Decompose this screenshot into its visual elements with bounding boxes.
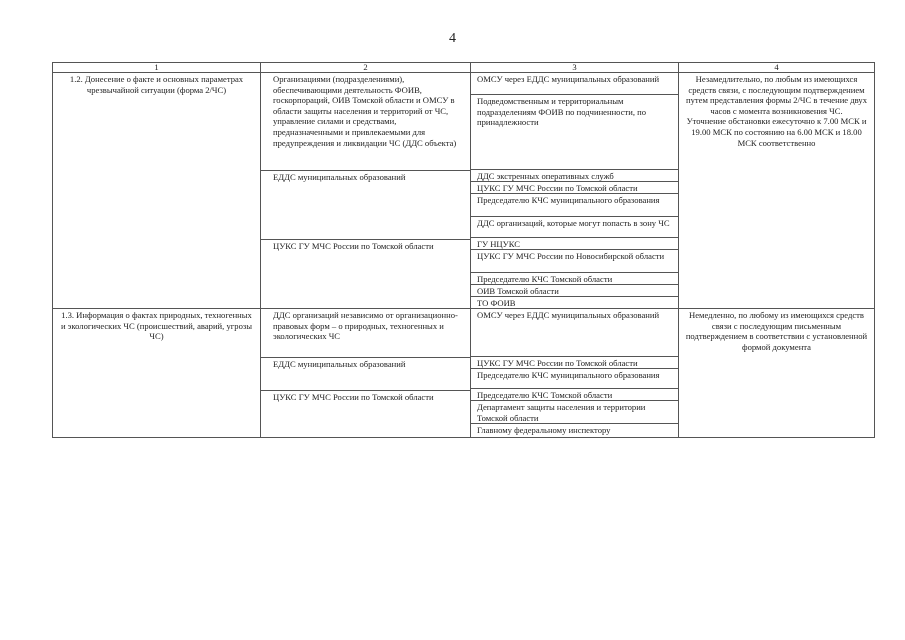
target-group <box>471 309 678 356</box>
target-group <box>471 169 678 237</box>
sources-cell <box>261 309 471 438</box>
target-text: Главному федеральному инспектору <box>471 423 678 436</box>
target-text: ЦУКС ГУ МЧС России по Томской области <box>471 181 678 193</box>
targets-cell <box>471 73 679 309</box>
timing-text: Немедленно, по любому из имеющихся средств связи с последующим письменным подтверждением в соответствии с установленной формой документа <box>685 310 868 352</box>
source-text: ДДС организаций независимо от организационно-правовых форм – о природных, техногенных и экологических ЧС <box>273 310 458 342</box>
timing-cell <box>679 73 875 309</box>
target-text: ЦУКС ГУ МЧС России по Новосибирской области <box>471 249 678 272</box>
table-row <box>53 73 875 309</box>
target-group <box>471 388 678 434</box>
target-text: Подведомственным и территориальным подразделениям ФОИВ по подчиненности, по принадлежности <box>471 94 678 128</box>
table-header-row <box>53 63 875 73</box>
header-col-1: 1 <box>53 63 261 73</box>
target-text: ОМСУ через ЕДДС муниципальных образований <box>477 74 660 84</box>
target-text: Председателю КЧС муниципального образования <box>471 193 678 216</box>
target-text: ОИВ Томской области <box>471 284 678 296</box>
source-text: Организациями (подразделениями), обеспечивающими деятельность ФОИВ, госкорпораций, ОИВ Томской области и ОМСУ в области защиты населения и территорий от ЧС, управление силами и средствами, предназначенными и привлекаемыми для предупреждения и ликвидации ЧС (ДДС объекта) <box>273 74 457 148</box>
header-col-4: 4 <box>679 63 875 73</box>
target-group <box>471 73 678 169</box>
sources-cell <box>261 73 471 309</box>
timing-cell <box>679 309 875 438</box>
header-col-2: 2 <box>261 63 471 73</box>
timing-text: Незамедлительно, по любым из имеющихся средств связи, с последующим подтверждением путем представления формы 2/ЧС в течение двух часов с момента возникновения ЧС. <box>686 74 867 116</box>
item-cell: 1.3. Информация о фактах природных, техногенных и экологических ЧС (происшествий, аварий, угрозы ЧС) <box>53 309 261 438</box>
target-text: ЦУКС ГУ МЧС России по Томской области <box>477 358 638 368</box>
header-col-3: 3 <box>471 63 679 73</box>
table-row <box>53 309 875 438</box>
target-text: ГУ НЦУКС <box>477 239 520 249</box>
target-text: ТО ФОИВ <box>471 296 678 309</box>
target-text: Председателю КЧС Томской области <box>471 272 678 284</box>
page-number: 4 <box>449 31 456 46</box>
target-text: ДДС организаций, которые могут попасть в зону ЧС <box>471 216 678 229</box>
item-cell: 1.2. Донесение о факте и основных параметрах чрезвычайной ситуации (форма 2/ЧС) <box>53 73 261 309</box>
source-text: ЦУКС ГУ МЧС России по Томской области <box>261 239 470 308</box>
target-text: ОМСУ через ЕДДС муниципальных образований <box>477 310 660 320</box>
target-text: Председателю КЧС Томской области <box>477 390 613 400</box>
timing-update-text: Уточнение обстановки ежесуточно к 7.00 МСК и 19.00 МСК по состоянию на 6.00 МСК и 18.00 МСК соответственно <box>686 116 867 148</box>
targets-cell <box>471 309 679 438</box>
target-group <box>471 356 678 388</box>
target-text: Департамент защиты населения и территории Томской области <box>471 400 678 423</box>
reporting-table <box>52 62 875 438</box>
source-text: ЕДДС муниципальных образований <box>261 170 470 239</box>
source-text: ЕДДС муниципальных образований <box>261 357 470 390</box>
target-group <box>471 237 678 308</box>
target-text: ДДС экстренных оперативных служб <box>477 171 614 181</box>
target-text: Председателю КЧС муниципального образования <box>471 368 678 381</box>
source-text: ЦУКС ГУ МЧС России по Томской области <box>261 390 470 437</box>
